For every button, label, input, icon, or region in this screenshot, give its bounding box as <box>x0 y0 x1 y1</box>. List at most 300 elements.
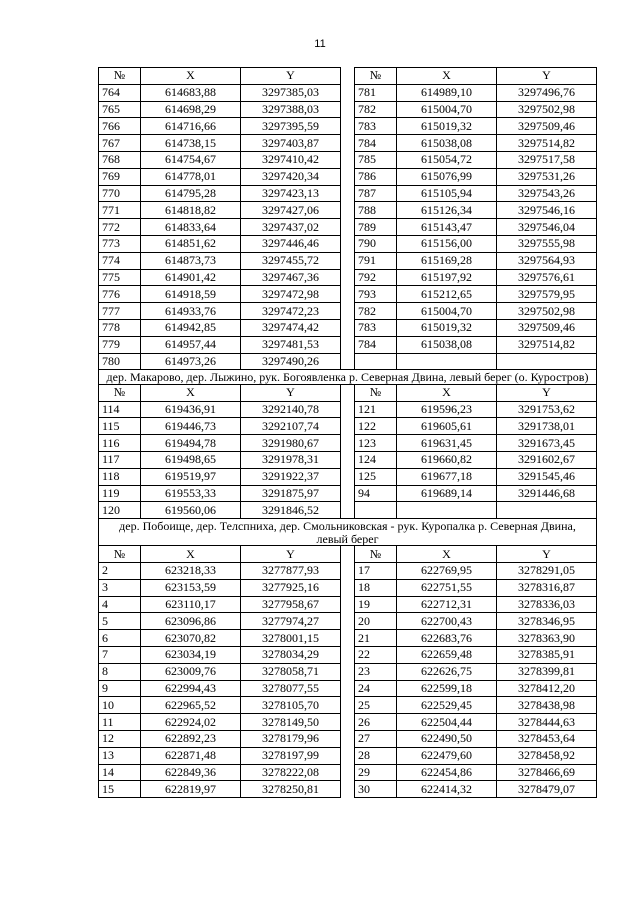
coord-y: 3297403,87 <box>241 135 341 152</box>
coord-x: 619519,97 <box>141 468 241 485</box>
coord-x: 615143,47 <box>397 219 497 236</box>
point-number: 780 <box>99 353 141 370</box>
column-gap <box>341 168 355 185</box>
coord-y: 3297490,26 <box>241 353 341 370</box>
header-no: № <box>355 546 397 563</box>
coord-x: 615076,99 <box>397 168 497 185</box>
coord-y: 3297543,26 <box>497 185 597 202</box>
coord-x: 619436,91 <box>141 401 241 418</box>
coord-x: 622490,50 <box>397 730 497 747</box>
point-number: 125 <box>355 468 397 485</box>
point-number: 793 <box>355 286 397 303</box>
table-row <box>99 219 597 236</box>
coord-y: 3297481,53 <box>241 336 341 353</box>
table-row <box>99 353 597 370</box>
coord-x: 622599,18 <box>397 680 497 697</box>
table-row <box>99 303 597 320</box>
point-number: 8 <box>99 663 141 680</box>
point-number: 781 <box>355 84 397 101</box>
coord-x: 615054,72 <box>397 151 497 168</box>
table-row <box>99 714 597 731</box>
coord-x: 622849,36 <box>141 764 241 781</box>
coord-x: 614901,42 <box>141 269 241 286</box>
header-x: X <box>141 384 241 401</box>
column-gap <box>341 747 355 764</box>
point-number: 6 <box>99 630 141 647</box>
header-x: X <box>141 68 241 85</box>
coord-y: 3297514,82 <box>497 135 597 152</box>
point-number: 784 <box>355 336 397 353</box>
coord-y: 3278458,92 <box>497 747 597 764</box>
coord-y: 3297546,16 <box>497 202 597 219</box>
page-number: 11 <box>314 38 326 50</box>
table-row <box>99 252 597 269</box>
table-row <box>99 747 597 764</box>
coord-x: 622700,43 <box>397 613 497 630</box>
coord-x: 615156,00 <box>397 235 497 252</box>
coord-y: 3278412,20 <box>497 680 597 697</box>
point-number: 7 <box>99 647 141 664</box>
coord-x: 622924,02 <box>141 714 241 731</box>
coord-y: 3278479,07 <box>497 781 597 798</box>
section-title: дер. Побоище, дер. Телспниха, дер. Смольниковская - рук. Куропалка р. Северная Двина, левый берег <box>99 519 597 546</box>
coord-y: 3278399,81 <box>497 663 597 680</box>
coord-x: 622414,32 <box>397 781 497 798</box>
table-row <box>99 468 597 485</box>
coord-y: 3297427,06 <box>241 202 341 219</box>
table-row <box>99 435 597 452</box>
point-number: 30 <box>355 781 397 798</box>
header-x: X <box>397 68 497 85</box>
table-header-row <box>99 546 597 563</box>
column-gap <box>341 151 355 168</box>
header-no: № <box>99 546 141 563</box>
coord-y: 3278105,70 <box>241 697 341 714</box>
coord-x: 614933,76 <box>141 303 241 320</box>
coord-y: 3291738,01 <box>497 418 597 435</box>
table-header-row <box>99 384 597 401</box>
point-number: 791 <box>355 252 397 269</box>
point-number: 788 <box>355 202 397 219</box>
header-x: X <box>397 384 497 401</box>
point-number: 11 <box>99 714 141 731</box>
coord-y: 3278336,03 <box>497 596 597 613</box>
coord-x: 614851,62 <box>141 235 241 252</box>
coord-x: 615038,08 <box>397 336 497 353</box>
header-no: № <box>355 68 397 85</box>
coord-y: 3278149,50 <box>241 714 341 731</box>
table-row <box>99 418 597 435</box>
coord-x: 623070,82 <box>141 630 241 647</box>
coord-y: 3297410,42 <box>241 151 341 168</box>
coord-x: 619605,61 <box>397 418 497 435</box>
coord-y: 3291846,52 <box>241 502 341 519</box>
coord-y: 3278438,98 <box>497 697 597 714</box>
point-number: 783 <box>355 319 397 336</box>
coord-y: 3292107,74 <box>241 418 341 435</box>
table-row <box>99 84 597 101</box>
point-number: 2 <box>99 563 141 580</box>
point-number: 790 <box>355 235 397 252</box>
point-number: 114 <box>99 401 141 418</box>
point-number: 766 <box>99 118 141 135</box>
point-number: 10 <box>99 697 141 714</box>
header-no: № <box>99 384 141 401</box>
coord-x: 615126,34 <box>397 202 497 219</box>
point-number: 773 <box>99 235 141 252</box>
point-number: 121 <box>355 401 397 418</box>
coord-y: 3278250,81 <box>241 781 341 798</box>
coord-x: 623096,86 <box>141 613 241 630</box>
column-gap <box>341 596 355 613</box>
coord-x: 622479,60 <box>397 747 497 764</box>
coord-x: 615212,65 <box>397 286 497 303</box>
coord-x: 615169,28 <box>397 252 497 269</box>
point-number: 117 <box>99 452 141 469</box>
point-number: 772 <box>99 219 141 236</box>
coord-x: 623153,59 <box>141 579 241 596</box>
table-row <box>99 286 597 303</box>
point-number: 120 <box>99 502 141 519</box>
empty-cell <box>355 502 397 519</box>
point-number: 27 <box>355 730 397 747</box>
column-gap <box>341 485 355 502</box>
column-gap <box>341 563 355 580</box>
table-row <box>99 502 597 519</box>
coord-x: 619446,73 <box>141 418 241 435</box>
section-title-row <box>99 370 597 385</box>
coord-y: 3297579,95 <box>497 286 597 303</box>
coord-y: 3278034,29 <box>241 647 341 664</box>
point-number: 12 <box>99 730 141 747</box>
coord-y: 3297455,72 <box>241 252 341 269</box>
column-gap <box>341 269 355 286</box>
column-gap <box>341 435 355 452</box>
table-row <box>99 118 597 135</box>
column-gap <box>341 697 355 714</box>
table-row <box>99 630 597 647</box>
column-gap <box>341 319 355 336</box>
point-number: 776 <box>99 286 141 303</box>
column-gap <box>341 452 355 469</box>
coord-x: 622683,76 <box>397 630 497 647</box>
point-number: 119 <box>99 485 141 502</box>
coord-x: 615019,32 <box>397 319 497 336</box>
point-number: 789 <box>355 219 397 236</box>
column-gap <box>341 202 355 219</box>
point-number: 13 <box>99 747 141 764</box>
coord-y: 3277925,16 <box>241 579 341 596</box>
coord-y: 3278316,87 <box>497 579 597 596</box>
point-number: 767 <box>99 135 141 152</box>
point-number: 22 <box>355 647 397 664</box>
column-gap <box>341 252 355 269</box>
coord-x: 622659,48 <box>397 647 497 664</box>
point-number: 28 <box>355 747 397 764</box>
header-y: Y <box>241 384 341 401</box>
coord-x: 614716,66 <box>141 118 241 135</box>
column-gap <box>341 401 355 418</box>
point-number: 777 <box>99 303 141 320</box>
column-gap <box>341 384 355 401</box>
coord-x: 614698,29 <box>141 101 241 118</box>
table-row <box>99 781 597 798</box>
coord-y: 3291602,67 <box>497 452 597 469</box>
table-header-row <box>99 68 597 85</box>
coord-x: 614918,59 <box>141 286 241 303</box>
coord-y: 3278058,71 <box>241 663 341 680</box>
point-number: 3 <box>99 579 141 596</box>
point-number: 770 <box>99 185 141 202</box>
coord-x: 614683,88 <box>141 84 241 101</box>
coord-x: 615105,94 <box>397 185 497 202</box>
coord-y: 3278077,55 <box>241 680 341 697</box>
coord-x: 622712,31 <box>397 596 497 613</box>
coord-y: 3278291,05 <box>497 563 597 580</box>
coord-y: 3278453,64 <box>497 730 597 747</box>
table-row <box>99 336 597 353</box>
coord-x: 614778,01 <box>141 168 241 185</box>
table-row <box>99 101 597 118</box>
empty-cell <box>497 353 597 370</box>
coord-x: 622529,45 <box>397 697 497 714</box>
empty-cell <box>397 353 497 370</box>
table-row <box>99 269 597 286</box>
table-row <box>99 647 597 664</box>
coord-y: 3297502,98 <box>497 101 597 118</box>
column-gap <box>341 418 355 435</box>
table-row <box>99 730 597 747</box>
coord-x: 615004,70 <box>397 303 497 320</box>
coord-x: 614942,85 <box>141 319 241 336</box>
coord-x: 622751,55 <box>397 579 497 596</box>
coord-x: 622965,52 <box>141 697 241 714</box>
coord-y: 3297446,46 <box>241 235 341 252</box>
empty-cell <box>355 353 397 370</box>
coord-x: 622871,48 <box>141 747 241 764</box>
point-number: 26 <box>355 714 397 731</box>
coord-y: 3278197,99 <box>241 747 341 764</box>
coord-y: 3278363,90 <box>497 630 597 647</box>
table-row <box>99 613 597 630</box>
column-gap <box>341 764 355 781</box>
coord-y: 3297467,36 <box>241 269 341 286</box>
column-gap <box>341 714 355 731</box>
coord-x: 623218,33 <box>141 563 241 580</box>
column-gap <box>341 185 355 202</box>
coord-y: 3297420,34 <box>241 168 341 185</box>
coord-y: 3297509,46 <box>497 118 597 135</box>
coord-x: 619631,45 <box>397 435 497 452</box>
coord-y: 3297423,13 <box>241 185 341 202</box>
coord-x: 622626,75 <box>397 663 497 680</box>
coord-x: 619553,33 <box>141 485 241 502</box>
point-number: 29 <box>355 764 397 781</box>
point-number: 17 <box>355 563 397 580</box>
coord-x: 622819,97 <box>141 781 241 798</box>
point-number: 94 <box>355 485 397 502</box>
column-gap <box>341 630 355 647</box>
column-gap <box>341 68 355 85</box>
column-gap <box>341 235 355 252</box>
coord-y: 3278001,15 <box>241 630 341 647</box>
point-number: 774 <box>99 252 141 269</box>
coord-x: 622769,95 <box>397 563 497 580</box>
column-gap <box>341 336 355 353</box>
point-number: 786 <box>355 168 397 185</box>
coord-x: 614957,44 <box>141 336 241 353</box>
table-row <box>99 168 597 185</box>
coord-y: 3277974,27 <box>241 613 341 630</box>
coord-y: 3278346,95 <box>497 613 597 630</box>
coord-y: 3291446,68 <box>497 485 597 502</box>
column-gap <box>341 353 355 370</box>
coord-y: 3297502,98 <box>497 303 597 320</box>
point-number: 15 <box>99 781 141 798</box>
column-gap <box>341 781 355 798</box>
point-number: 25 <box>355 697 397 714</box>
point-number: 778 <box>99 319 141 336</box>
coord-y: 3277958,67 <box>241 596 341 613</box>
coord-x: 619660,82 <box>397 452 497 469</box>
point-number: 20 <box>355 613 397 630</box>
coord-x: 619560,06 <box>141 502 241 519</box>
coord-x: 623110,17 <box>141 596 241 613</box>
coord-x: 622892,23 <box>141 730 241 747</box>
coord-y: 3297388,03 <box>241 101 341 118</box>
table-row <box>99 202 597 219</box>
column-gap <box>341 579 355 596</box>
column-gap <box>341 286 355 303</box>
coord-x: 614754,67 <box>141 151 241 168</box>
column-gap <box>341 730 355 747</box>
point-number: 116 <box>99 435 141 452</box>
header-no: № <box>99 68 141 85</box>
coord-x: 622994,43 <box>141 680 241 697</box>
header-x: X <box>141 546 241 563</box>
table-row <box>99 452 597 469</box>
point-number: 784 <box>355 135 397 152</box>
point-number: 765 <box>99 101 141 118</box>
coord-y: 3278385,91 <box>497 647 597 664</box>
column-gap <box>341 680 355 697</box>
table-row <box>99 596 597 613</box>
coord-x: 623034,19 <box>141 647 241 664</box>
point-number: 122 <box>355 418 397 435</box>
point-number: 14 <box>99 764 141 781</box>
coord-x: 614795,28 <box>141 185 241 202</box>
column-gap <box>341 118 355 135</box>
coord-x: 619677,18 <box>397 468 497 485</box>
point-number: 792 <box>355 269 397 286</box>
coord-x: 622454,86 <box>397 764 497 781</box>
coord-x: 623009,76 <box>141 663 241 680</box>
column-gap <box>341 546 355 563</box>
table-row <box>99 235 597 252</box>
column-gap <box>341 647 355 664</box>
coordinates-table <box>98 67 597 798</box>
table-row <box>99 401 597 418</box>
coord-y: 3297385,03 <box>241 84 341 101</box>
coord-y: 3278466,69 <box>497 764 597 781</box>
column-gap <box>341 101 355 118</box>
coord-y: 3297546,04 <box>497 219 597 236</box>
section-title-row <box>99 519 597 546</box>
coord-y: 3297531,26 <box>497 168 597 185</box>
point-number: 764 <box>99 84 141 101</box>
point-number: 782 <box>355 101 397 118</box>
coord-y: 3291875,97 <box>241 485 341 502</box>
coord-y: 3297517,58 <box>497 151 597 168</box>
coord-y: 3291753,62 <box>497 401 597 418</box>
coord-x: 614989,10 <box>397 84 497 101</box>
coord-y: 3297472,98 <box>241 286 341 303</box>
coord-y: 3297555,98 <box>497 235 597 252</box>
coord-x: 614873,73 <box>141 252 241 269</box>
point-number: 118 <box>99 468 141 485</box>
coord-x: 615004,70 <box>397 101 497 118</box>
table-row <box>99 485 597 502</box>
coord-y: 3297564,93 <box>497 252 597 269</box>
coord-y: 3297514,82 <box>497 336 597 353</box>
point-number: 769 <box>99 168 141 185</box>
section-title: дер. Макарово, дер. Лыжино, рук. Богоявленка р. Северная Двина, левый берег (о. Куростров) <box>99 370 597 385</box>
point-number: 782 <box>355 303 397 320</box>
point-number: 21 <box>355 630 397 647</box>
point-number: 18 <box>355 579 397 596</box>
header-y: Y <box>497 68 597 85</box>
column-gap <box>341 468 355 485</box>
table-row <box>99 680 597 697</box>
point-number: 4 <box>99 596 141 613</box>
point-number: 123 <box>355 435 397 452</box>
table-row <box>99 663 597 680</box>
coord-y: 3297496,76 <box>497 84 597 101</box>
column-gap <box>341 502 355 519</box>
empty-cell <box>397 502 497 519</box>
point-number: 115 <box>99 418 141 435</box>
coord-x: 615038,08 <box>397 135 497 152</box>
coord-x: 619596,23 <box>397 401 497 418</box>
column-gap <box>341 613 355 630</box>
coord-x: 622504,44 <box>397 714 497 731</box>
coord-y: 3277877,93 <box>241 563 341 580</box>
column-gap <box>341 135 355 152</box>
table-row <box>99 764 597 781</box>
header-x: X <box>397 546 497 563</box>
header-no: № <box>355 384 397 401</box>
coord-y: 3291978,31 <box>241 452 341 469</box>
coord-x: 619494,78 <box>141 435 241 452</box>
header-y: Y <box>241 546 341 563</box>
table-row <box>99 151 597 168</box>
point-number: 23 <box>355 663 397 680</box>
point-number: 5 <box>99 613 141 630</box>
coord-y: 3292140,78 <box>241 401 341 418</box>
coord-y: 3297437,02 <box>241 219 341 236</box>
coord-y: 3291545,46 <box>497 468 597 485</box>
table-row <box>99 563 597 580</box>
coord-x: 614833,64 <box>141 219 241 236</box>
coord-y: 3297576,61 <box>497 269 597 286</box>
coord-y: 3278179,96 <box>241 730 341 747</box>
column-gap <box>341 84 355 101</box>
table-row <box>99 135 597 152</box>
coord-x: 619689,14 <box>397 485 497 502</box>
coord-y: 3297472,23 <box>241 303 341 320</box>
column-gap <box>341 303 355 320</box>
coord-x: 614973,26 <box>141 353 241 370</box>
